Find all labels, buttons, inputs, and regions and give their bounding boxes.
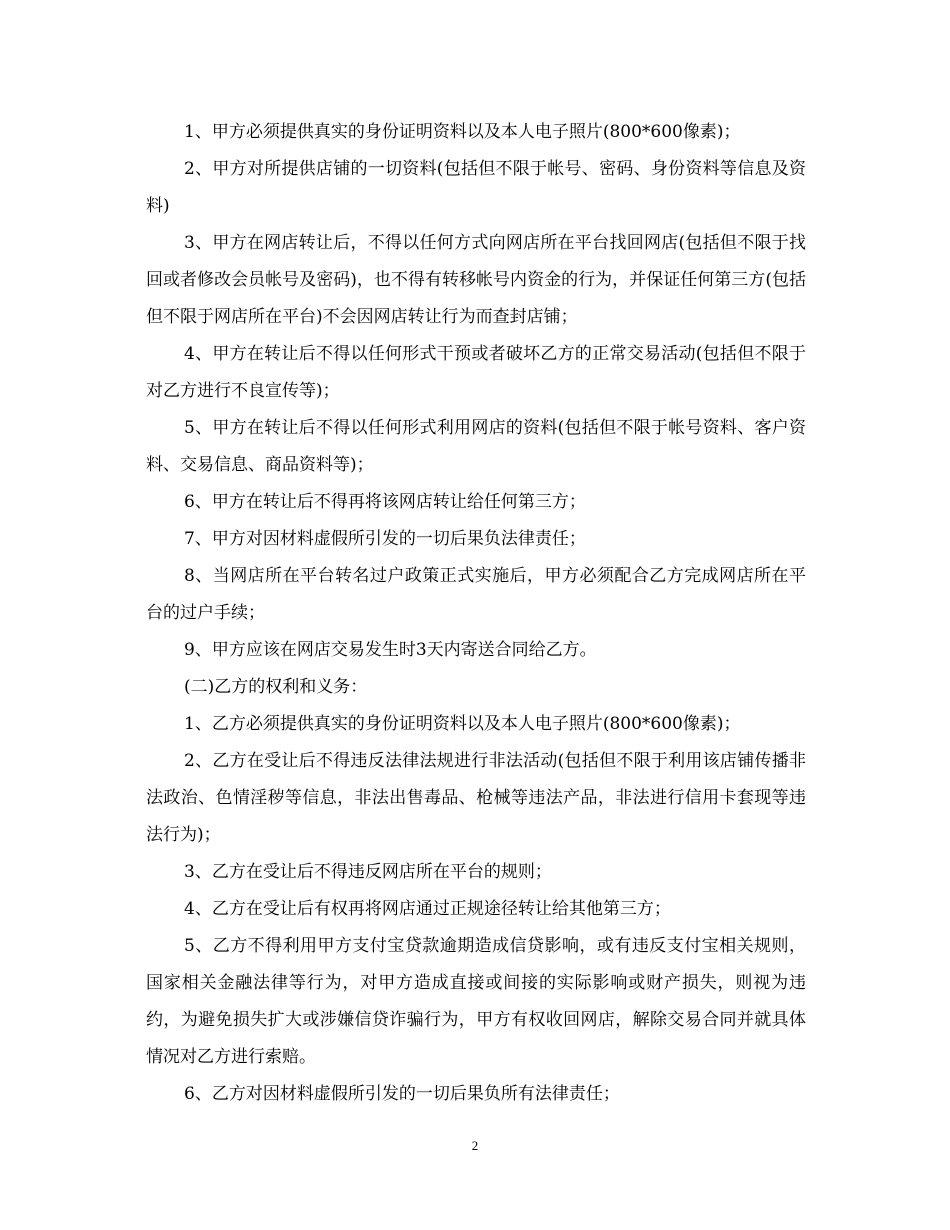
section-heading-party-b: (二)乙方的权利和义务： — [184, 677, 368, 697]
paragraph-party-a-2: 2、甲方对所提供店铺的一切资料(包括但不限于帐号、密码、身份资料等信息及资料) — [146, 159, 806, 216]
paragraph-party-b-3: 3、乙方在受让后不得违反网店所在平台的规则； — [184, 862, 552, 882]
paragraph-party-a-6: 6、甲方在转让后不得再将该网店转让给任何第三方； — [184, 492, 586, 512]
paragraph-party-a-9: 9、甲方应该在网店交易发生时3天内寄送合同给乙方。 — [184, 640, 597, 660]
paragraph-party-a-5: 5、甲方在转让后不得以任何形式利用网店的资料(包括但不限于帐号资料、客户资料、交易信息、商品资料等)； — [146, 418, 806, 475]
paragraph-party-b-5: 5、乙方不得利用甲方支付宝贷款逾期造成信贷影响，或有违反支付宝相关规则，国家相关金融法律等行为，对甲方造成直接或间接的实际影响或财产损失，则视为违约，为避免损失扩大或涉嫌信贷诈骗行为，甲方有权收回网店，解除交易合同并就具体情况对乙方进行索赔。 — [146, 936, 806, 1067]
paragraph-party-b-6: 6、乙方对因材料虚假所引发的一切后果负所有法律责任； — [184, 1084, 620, 1104]
paragraph-party-a-8: 8、当网店所在平台转名过户政策正式实施后，甲方必须配合乙方完成网店所在平台的过户手续； — [146, 566, 806, 623]
paragraph-party-b-1: 1、乙方必须提供真实的身份证明资料以及本人电子照片(800*600像素)； — [184, 714, 741, 734]
paragraph-party-a-1: 1、甲方必须提供真实的身份证明资料以及本人电子照片(800*600像素)； — [184, 122, 741, 142]
paragraph-party-a-3: 3、甲方在网店转让后，不得以任何方式向网店所在平台找回网店(包括但不限于找回或者修改会员帐号及密码)，也不得有转移帐号内资金的行为，并保证任何第三方(包括但不限于网店所在平台)不会因网店转让行为而查封店铺； — [146, 233, 806, 327]
document-body — [146, 114, 806, 1113]
page-number: 2 — [471, 1138, 479, 1153]
paragraph-party-a-7: 7、甲方对因材料虚假所引发的一切后果负法律责任； — [184, 529, 586, 549]
paragraph-party-a-4: 4、甲方在转让后不得以任何形式干预或者破坏乙方的正常交易活动(包括但不限于对乙方进行不良宣传等)； — [146, 344, 806, 401]
paragraph-party-b-2: 2、乙方在受让后不得违反法律法规进行非法活动(包括但不限于利用该店铺传播非法政治、色情淫秽等信息，非法出售毒品、枪械等违法产品，非法进行信用卡套现等违法行为)； — [146, 751, 806, 845]
paragraph-party-b-4: 4、乙方在受让后有权再将网店通过正规途径转让给其他第三方； — [184, 899, 671, 919]
